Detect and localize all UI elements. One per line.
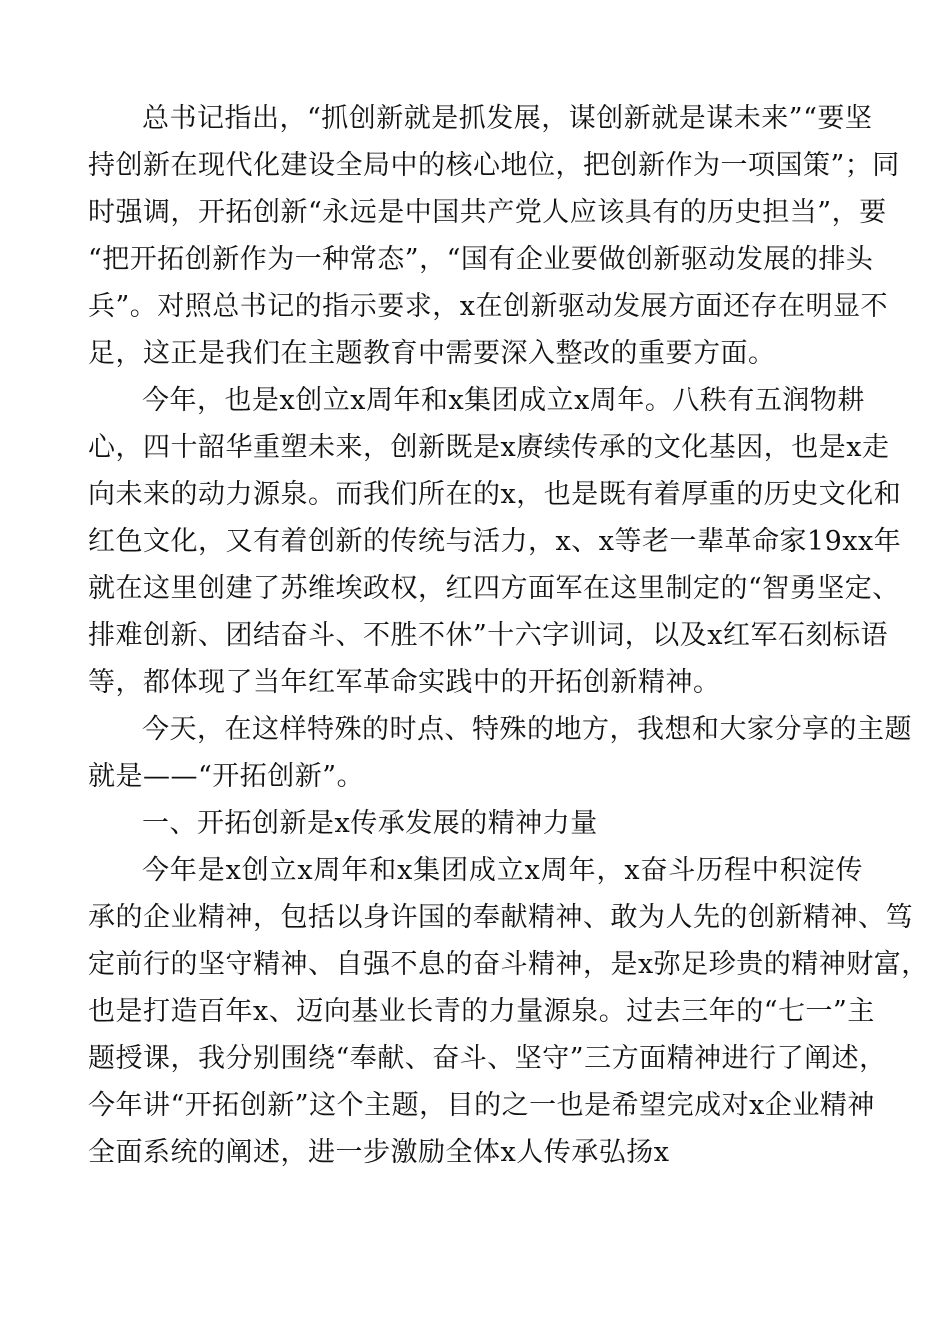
text-line: 今年是x创立x周年和x集团成立x周年，x奋斗历程中积淀传 — [142, 855, 863, 886]
text-line: 持创新在现代化建设全局中的核心地位，把创新作为一项国策”；同 — [88, 150, 900, 181]
text-line: 总书记指出，“抓创新就是抓发展，谋创新就是谋未来”“要坚 — [142, 103, 873, 134]
text-line: 足，这正是我们在主题教育中需要深入整改的重要方面。 — [88, 338, 776, 369]
text-line: 题授课，我分别围绕“奉献、奋斗、坚守”三方面精神进行了阐述， — [88, 1043, 887, 1074]
document-body — [88, 95, 929, 1176]
text-line: 就是——“开拓创新”。 — [88, 761, 365, 792]
text-line: “把开拓创新作为一种常态”，“国有企业要做创新驱动发展的排头 — [88, 244, 874, 275]
section-heading — [88, 800, 863, 847]
text-line: 排难创新、团结奋斗、不胜不休”十六字训词，以及x红军石刻标语 — [88, 620, 889, 651]
text-line: 定前行的坚守精神、自强不息的奋斗精神，是x弥足珍贵的精神财富， — [88, 949, 929, 980]
text-line: 红色文化，又有着创新的传统与活力，x、x等老一辈革命家19xx年 — [88, 526, 902, 557]
text-line: 心，四十韶华重塑未来，创新既是x赓续传承的文化基因，也是x走 — [88, 432, 890, 463]
paragraph-2 — [88, 377, 902, 706]
text-line: 就在这里创建了苏维埃政权，红四方面军在这里制定的“智勇坚定、 — [88, 573, 900, 604]
text-line: 今年讲“开拓创新”这个主题，目的之一也是希望完成对x企业精神 — [88, 1090, 875, 1121]
text-line: 时强调，开拓创新“永远是中国共产党人应该具有的历史担当”，要 — [88, 197, 887, 228]
text-line: 今年，也是x创立x周年和x集团成立x周年。八秩有五润物耕 — [142, 385, 865, 416]
text-line: 兵”。对照总书记的指示要求，x在创新驱动发展方面还存在明显不 — [88, 291, 889, 322]
heading-line: 一、开拓创新是x传承发展的精神力量 — [142, 808, 598, 839]
text-line: 今天，在这样特殊的时点、特殊的地方，我想和大家分享的主题 — [142, 714, 912, 745]
text-line: 全面系统的阐述，进一步激励全体x人传承弘扬x — [88, 1137, 670, 1168]
paragraph-1 — [88, 95, 900, 377]
text-line: 承的企业精神，包括以身许国的奉献精神、敢为人先的创新精神、笃 — [88, 902, 913, 933]
text-line: 向未来的动力源泉。而我们所在的x，也是既有着厚重的历史文化和 — [88, 479, 902, 510]
text-line: 等，都体现了当年红军革命实践中的开拓创新精神。 — [88, 667, 721, 698]
paragraph-3 — [88, 706, 912, 800]
text-line: 也是打造百年x、迈向基业长青的力量源泉。过去三年的“七一”主 — [88, 996, 875, 1027]
paragraph-5 — [88, 847, 929, 1176]
